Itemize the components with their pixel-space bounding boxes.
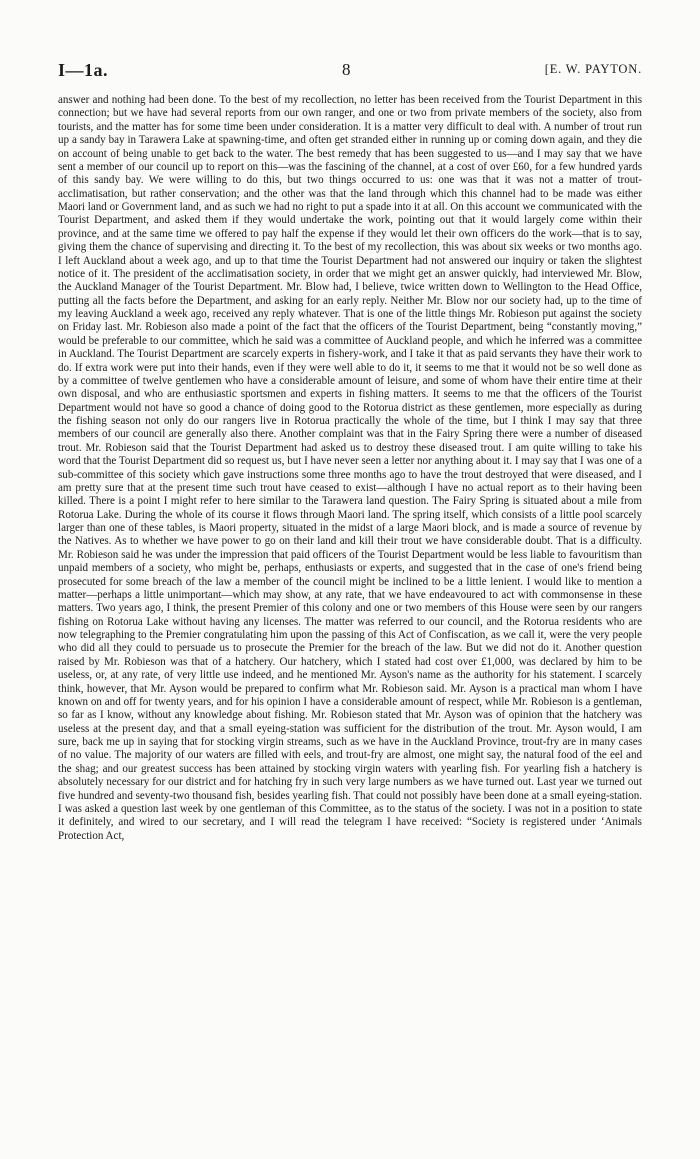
page-number: 8 <box>342 60 351 79</box>
paragraph: answer and nothing had been done. To the best of my recollection, no letter has been received from the Tourist Department in this connection; but we have had several reports from our own ranger, and one or two from private members of the society, also from tourists, and the matter has for some time been under consideration. It is a matter very difficult to deal with. A number of trout run up a sandy bay in Tarawera Lake at spawning-time, and often get stranded either in running up or coming down again, and they die on account of being unable to get back to the water. The best remedy that has been suggested to us—and I may say that we have sent a member of our council up to report on this—was the fascining of the channel, at a cost of over £60, for a few hundred yards of this sandy bay. We were willing to do this, but two things occurred to us: one was that it was not a matter of trout-acclimatisation, but rather conservation; and the other was that the land through which this channel had to be made was either Maori land or Government land, and as such we had no right to put a spade into it at all. On this account we communicated with the Tourist Department, and asked them if they would undertake the work, pointing out that it would largely come within their province, and at the same time we offered to pay half the expense if they would let their own officers do the work—that is to say, giving them the chance of supervising and directing it. To the best of my recollection, this was about six weeks or two months ago. I left Auckland about a week ago, and up to that time the Tourist Department had not answered our inquiry or taken the slightest notice of it. The president of the acclimatisation society, in order that we might get an answer quickly, had interviewed Mr. Blow, the Auckland Manager of the Tourist Department. Mr. Blow had, I believe, twice written down to Wellington to the Head Office, putting all the facts before the Department, and asking for an early reply. Neither Mr. Blow nor our society had, up to the time of my leaving Auckland a week ago, received any reply whatever. That is one of the little things Mr. Robieson put against the society on Friday last. Mr. Robieson also made a point of the fact that the officers of the Tourist Department, being “constantly moving,” would be preferable to our committee, which he said was a committee of Auckland people, and which he inferred was a committee in Auckland. The Tourist Department are scarcely experts in fishery-work, and I take it that as paid servants they have their work to do. If extra work were put into their hands, even if they were well able to do it, it seems to me that it would not be so well done as by a committee of twelve gentlemen who have a considerable amount of leisure, and some of whom have their entire time at their own disposal, and who are enthusiastic sportsmen and experts in fishing matters. It seems to me that the officers of the Tourist Department would not have so good a chance of doing good to the Rotorua district as these gentlemen, more especially as during the fishing season not only do our rangers live in Rotorua practically the whole of the time, but I think I may say that three members of our council are generally also there. Another complaint was that in the Fairy Spring there were a number of diseased trout. Mr. Robieson said that the Tourist Department had asked us to destroy these diseased trout. I am quite willing to take his word that the Tourist Department did so request us, but I have never seen a letter nor anything about it. I may say that I was one of a sub-committee of this society which gave instructions some three months ago to have the trout destroyed that were diseased, and I am pretty sure that at the present time such trout have ceased to exist—although I have no actual report as to their having been killed. There is a point I might refer to here similar to the Tarawera land question. The Fairy Spring is situated about a mile from Rotorua Lake. During the whole of its course it flows through Maori land. The spring itself, which consists of a little pool scarcely larger than one of these tables, is Maori property, situated in the midst of a large Maori block, and is made a source of revenue by the Natives. As to whether we have power to go on their land and kill their trout we have considerable doubt. That is a difficulty. Mr. Robieson said he was under the impression that paid officers of the Tourist Department would be less liable to favouritism than unpaid members of a society, who might be, perhaps, enthusiasts or experts, and suggested that in the case of one's friend being prosecuted for some breach of the law a member of the council might be inclined to be a little lenient. I would like to mention a matter—perhaps a little unimportant—which may show, at any rate, that we have endeavoured to act with commonsense in these matters. Two years ago, I think, the present Premier of this colony and one or two members of this House were seen by our rangers fishing on Rotorua Lake without having any licenses. The matter was referred to our council, and the Rotorua residents who are now telegraphing to the Premier congratulating him upon the passing of this Act of Confiscation, as we call it, were the very people who did all they could to persuade us to prosecute the Premier for the breach of the law. But we did not do it. Another question raised by Mr. Robieson was that of a hatchery. Our hatchery, which I stated had cost over £1,000, was declared by him to be useless, or, at any rate, of very little use indeed, and he mentioned Mr. Ayson's name as the authority for his statement. I scarcely think, however, that Mr. Ayson would be prepared to confirm what Mr. Robieson said. Mr. Ayson is a practical man whom I have known on and off for twenty years, and for his opinion I have a considerable amount of respect, while Mr. Robieson is a gentleman, so far as I know, without any knowledge about fishing. Mr. Robieson stated that Mr. Ayson was of opinion that the hatchery was useless at the present day, and that a small eyeing-station was sufficient for the distribution of the trout. Mr. Ayson would, I am sure, back me up in saying that for stocking virgin streams, such as we have in the Auckland Province, trout-fry are in many cases of no value. The majority of our waters are filled with eels, and trout-fry are almost, one might say, the natural food of the eel and the shag; and our greatest success has been attained by stocking virgin waters with yearling fish. For yearling fish a hatchery is absolutely necessary for our district and for hatching fry in such very large numbers as we have turned out. Last year we turned out five hundred and seventy-two thousand fish, besides yearling fish. That could not possibly have been done at a small eyeing-station. I was asked a question last week by one gentleman of this Committee, as to the status of the society. I was not in a position to state it definitely, and wired to our secretary, and I will read the telegram I have received: “Society is registered under ‘Animals Protection Act, <box>58 94 642 842</box>
paper-reference: I—1a. <box>58 60 109 80</box>
witness-name: [E. W. PAYTON. <box>544 62 642 76</box>
body-text <box>58 94 642 843</box>
page-header <box>58 60 642 82</box>
